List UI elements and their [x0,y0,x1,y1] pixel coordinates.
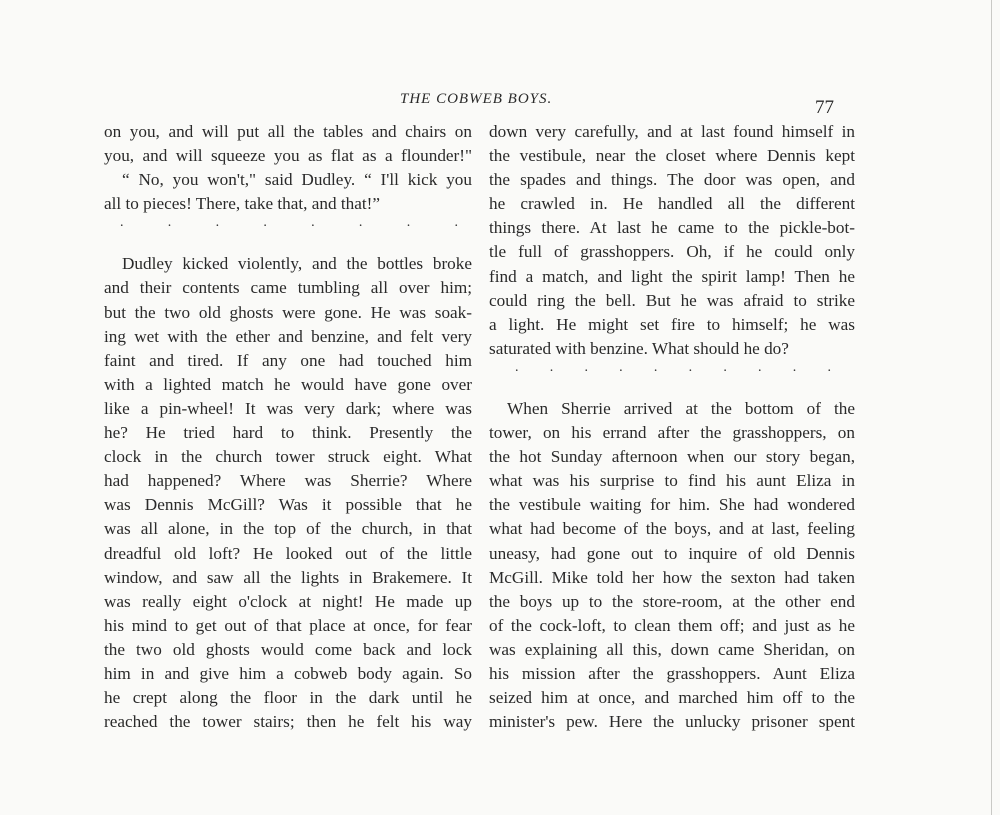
text-line: “ No, you won't," said Dudley. “ I'll kick you [122,170,472,190]
text-line: was all alone, in the top of the church, in that [104,519,472,539]
text-line: When Sherrie arrived at the bottom of the [507,398,855,418]
text-line: clock in the church tower struck eight. What [104,447,472,467]
text-line: like a pin-wheel! It was very dark; where was [104,398,472,418]
text-line: the boys up to the store-room, at the other end [489,591,855,611]
text-line: a light. He might set fire to himself; he was [489,314,855,334]
text-line: he crept along the floor in the dark until he [104,688,472,708]
text-line: had happened? Where was Sherrie? Where [104,471,472,491]
paragraph [489,120,855,361]
text-line: things there. At last he came to the pickle-bot- [489,218,855,238]
section-separator [104,216,472,238]
text-line: what had become of the boys, and at last, feeling [489,519,855,539]
text-line: saturated with benzine. What should he do? [489,338,789,358]
text-line: down very carefully, and at last found himself in [489,122,855,141]
separator-dot: . [311,215,315,231]
text-line: dreadful old loft? He looked out of the little [104,543,472,563]
text-line: he crawled in. He handled all the different [489,194,855,214]
text-line: find a match, and light the spirit lamp! Then he [489,266,855,286]
separator-dot: . [792,359,797,375]
text-line: the vestibule, near the closet where Dennis kept [489,146,855,166]
separator-dot: . [584,359,588,375]
text-line: him in and give him a cobweb body again. So [104,663,472,683]
separator-dot: . [263,215,267,231]
left-column [104,120,472,734]
separator-dot: . [827,359,831,375]
text-line: what was his surprise to find his aunt Eliza in [489,471,855,491]
text-line: uneasy, had gone out to inquire of old Dennis [489,543,855,563]
page-header [0,91,1000,118]
page-number: 77 [815,97,834,118]
text-line: the two old ghosts would come back and lock [104,639,472,659]
text-line: of the cock-loft, to clean them off; and just as he [489,615,855,635]
text-line: faint and tired. If any one had touched him [104,350,472,370]
separator-dot: . [619,359,623,375]
text-line: the hot Sunday afternoon when our story began, [489,447,855,467]
separator-dot: . [120,215,124,231]
separator-dot: . [215,215,220,231]
section-separator [489,361,855,383]
separator-dot: . [406,215,411,231]
text-line: minister's pew. Here the unlucky prisoner spent [489,712,855,732]
text-line: on you, and will put all the tables and chairs on [104,122,472,141]
separator-dot: . [454,215,458,231]
text-line: and their contents came tumbling all over him; [104,278,472,298]
text-line: McGill. Mike told her how the sexton had taken [489,567,855,587]
separator-dot: . [758,359,762,375]
text-line: tower, on his errand after the grasshoppers, on [489,423,855,443]
text-line: he? He tried hard to think. Presently the [104,423,472,443]
text-line: reached the tower stairs; then he felt his way [104,712,472,732]
text-line: ing wet with the ether and benzine, and felt very [104,326,472,346]
text-line: but the two old ghosts were gone. He was soak- [104,302,472,322]
text-line: was Dennis McGill? Was it possible that he [104,495,472,515]
text-line: with a lighted match he would have gone over [104,374,472,394]
text-line: Dudley kicked violently, and the bottles broke [122,254,472,274]
text-line: seized him at once, and marched him off to the [489,688,855,708]
text-line: was really eight o'clock at night! He made up [104,591,472,611]
text-line: was explaining all this, down came Sheridan, on [489,639,855,659]
text-line: window, and saw all the lights in Brakemere. It [104,567,472,587]
separator-dot: . [723,359,727,375]
text-line: the vestibule waiting for him. She had wondered [489,495,855,515]
text-line: the spades and things. The door was open, and [489,170,855,190]
separator-dot: . [515,359,519,375]
separator-dot: . [549,359,554,375]
text-line: tle full of grasshoppers. Oh, if he could only [489,242,855,262]
separator-dot: . [167,215,172,231]
separator-dot: . [653,359,658,375]
text-line: all to pieces! There, take that, and that!” [104,194,380,214]
paragraph [104,252,472,734]
right-column [489,120,855,734]
text-line: his mission after the grasshoppers. Aunt Eliza [489,663,855,683]
text-line: his mind to get out of that place at once, for fear [104,615,472,635]
page-edge [991,0,992,815]
separator-dot: . [688,359,693,375]
separator-dot: . [358,215,363,231]
text-line: could ring the bell. But he was afraid to strike [489,290,855,310]
running-title: THE COBWEB BOYS. [400,91,553,107]
paragraph [489,397,855,734]
text-line: you, and will squeeze you as flat as a flounder!" [104,146,472,166]
